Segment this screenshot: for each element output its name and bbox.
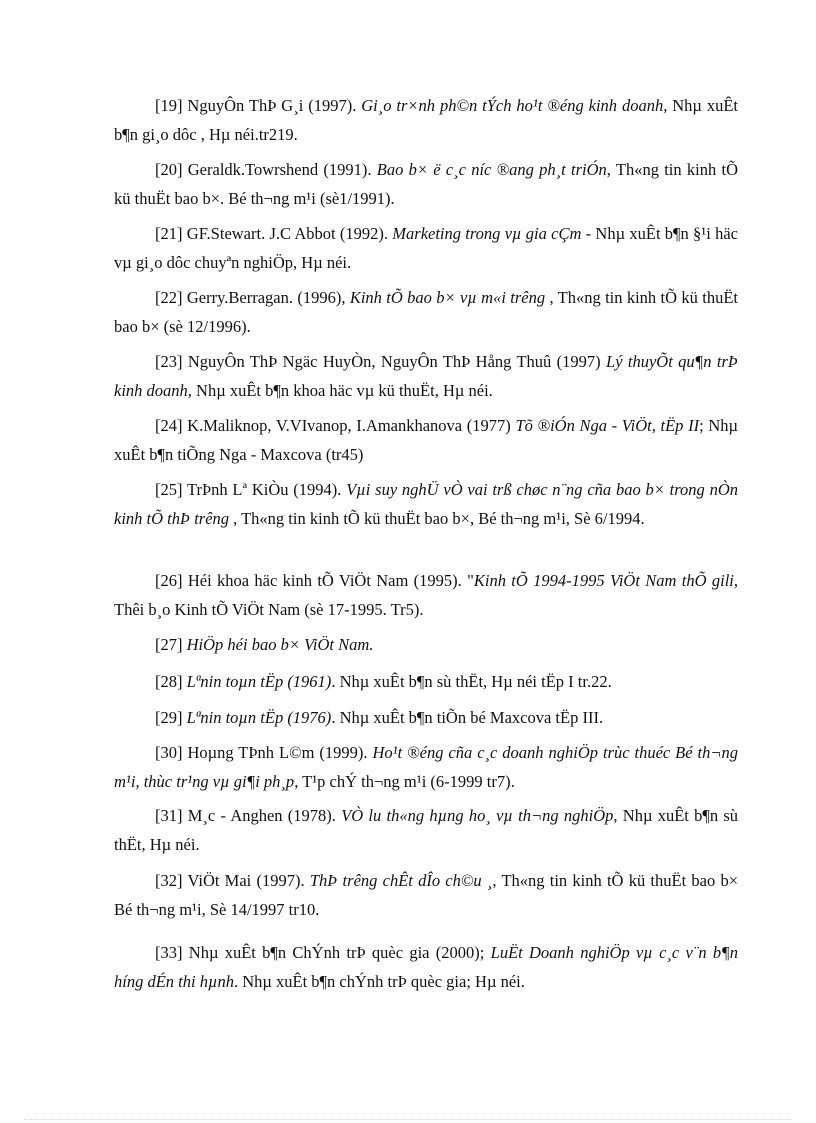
reference-31: [31] M¸c - Anghen (1978). VÒ lu th«ng hµng ho¸ vµ th¬ng nghiÖp, Nhµ xuÊt b¶n sù thËt, Hµ néi. bbox=[114, 806, 739, 854]
reference-25: [25] TrÞnh Lª KiÒu (1994). Vµi suy nghÜ vÒ vai trß chøc n¨ng cña bao b× trong nÒn kinh tÕ thÞ trêng , Th«ng tin kinh tÕ kü thuËt bao b×, Bé th¬ng m¹i, Sè 6/1994. bbox=[114, 480, 738, 528]
reference-27: [27] HiÖp héi bao b× ViÖt Nam. bbox=[155, 635, 374, 654]
reference-22: [22] Gerry.Berragan. (1996), Kinh tÕ bao b× vµ m«i trêng , Th«ng tin kinh tÕ kü thuËt bao b× (sè 12/1996). bbox=[114, 288, 738, 336]
reference-30: [30] Hoµng TÞnh L©m (1999). Ho¹t ®éng cña c¸c doanh nghiÖp trùc thuéc Bé th¬ng m¹i, thùc tr¹ng vµ gi¶i ph¸p, T¹p chÝ th¬ng m¹i (6-1999 tr7). bbox=[114, 743, 738, 791]
reference-26: [26] Héi khoa häc kinh tÕ ViÖt Nam (1995). "Kinh tÕ 1994-1995 ViÖt Nam thÕ gili, Thêi b¸o Kinh tÕ ViÖt Nam (sè 17-1995. Tr5). bbox=[114, 571, 738, 619]
reference-21: [21] GF.Stewart. J.C Abbot (1992). Marketing trong vµ gia cÇm - Nhµ xuÊt b¶n §¹i häc vµ gi¸o dôc chuyªn nghiÖp, Hµ néi. bbox=[114, 224, 738, 272]
page-bottom-divider bbox=[24, 1119, 792, 1120]
reference-19: [19] NguyÔn ThÞ G¸i (1997). Gi¸o tr×nh ph©n tÝch ho¹t ®éng kinh doanh, Nhµ xuÊt b¶n gi¸o dôc , Hµ néi.tr219. bbox=[114, 96, 738, 144]
reference-24: [24] K.Maliknop, V.VIvanop, I.Amankhanova (1977) Tõ ®iÓn Nga - ViÖt, tËp II; Nhµ xuÊt b¶n tiÕng Nga - Maxcova (tr45) bbox=[114, 416, 739, 464]
reference-23: [23] NguyÔn ThÞ Ngäc HuyÒn, NguyÔn ThÞ Hång Thuû (1997) Lý thuyÕt qu¶n trÞ kinh doanh, Nhµ xuÊt b¶n khoa häc vµ kü thuËt, Hµ néi. bbox=[114, 352, 739, 400]
reference-20: [20] Geraldk.Towrshend (1991). Bao b× ë c¸c níc ®ang ph¸t triÓn, Th«ng tin kinh tÕ kü thuËt bao b×. Bé th¬ng m¹i (sè1/1991). bbox=[114, 160, 738, 208]
reference-28: [28] Lªnin toµn tËp (1961). Nhµ xuÊt b¶n sù thËt, Hµ néi tËp I tr.22. bbox=[155, 672, 612, 691]
reference-33: [33] Nhµ xuÊt b¶n ChÝnh trÞ quèc gia (2000); LuËt Doanh nghiÖp vµ c¸c v¨n b¶n híng dÉn thi hµnh. Nhµ xuÊt b¶n chÝnh trÞ quèc gia; Hµ néi. bbox=[114, 943, 738, 991]
reference-29: [29] Lªnin toµn tËp (1976). Nhµ xuÊt b¶n tiÕn bé Maxcova tËp III. bbox=[155, 708, 604, 727]
reference-32: [32] ViÖt Mai (1997). ThÞ trêng chÊt dÎo ch©u ¸, Th«ng tin kinh tÕ kü thuËt bao b× Bé th¬ng m¹i, Sè 14/1997 tr10. bbox=[114, 871, 738, 919]
